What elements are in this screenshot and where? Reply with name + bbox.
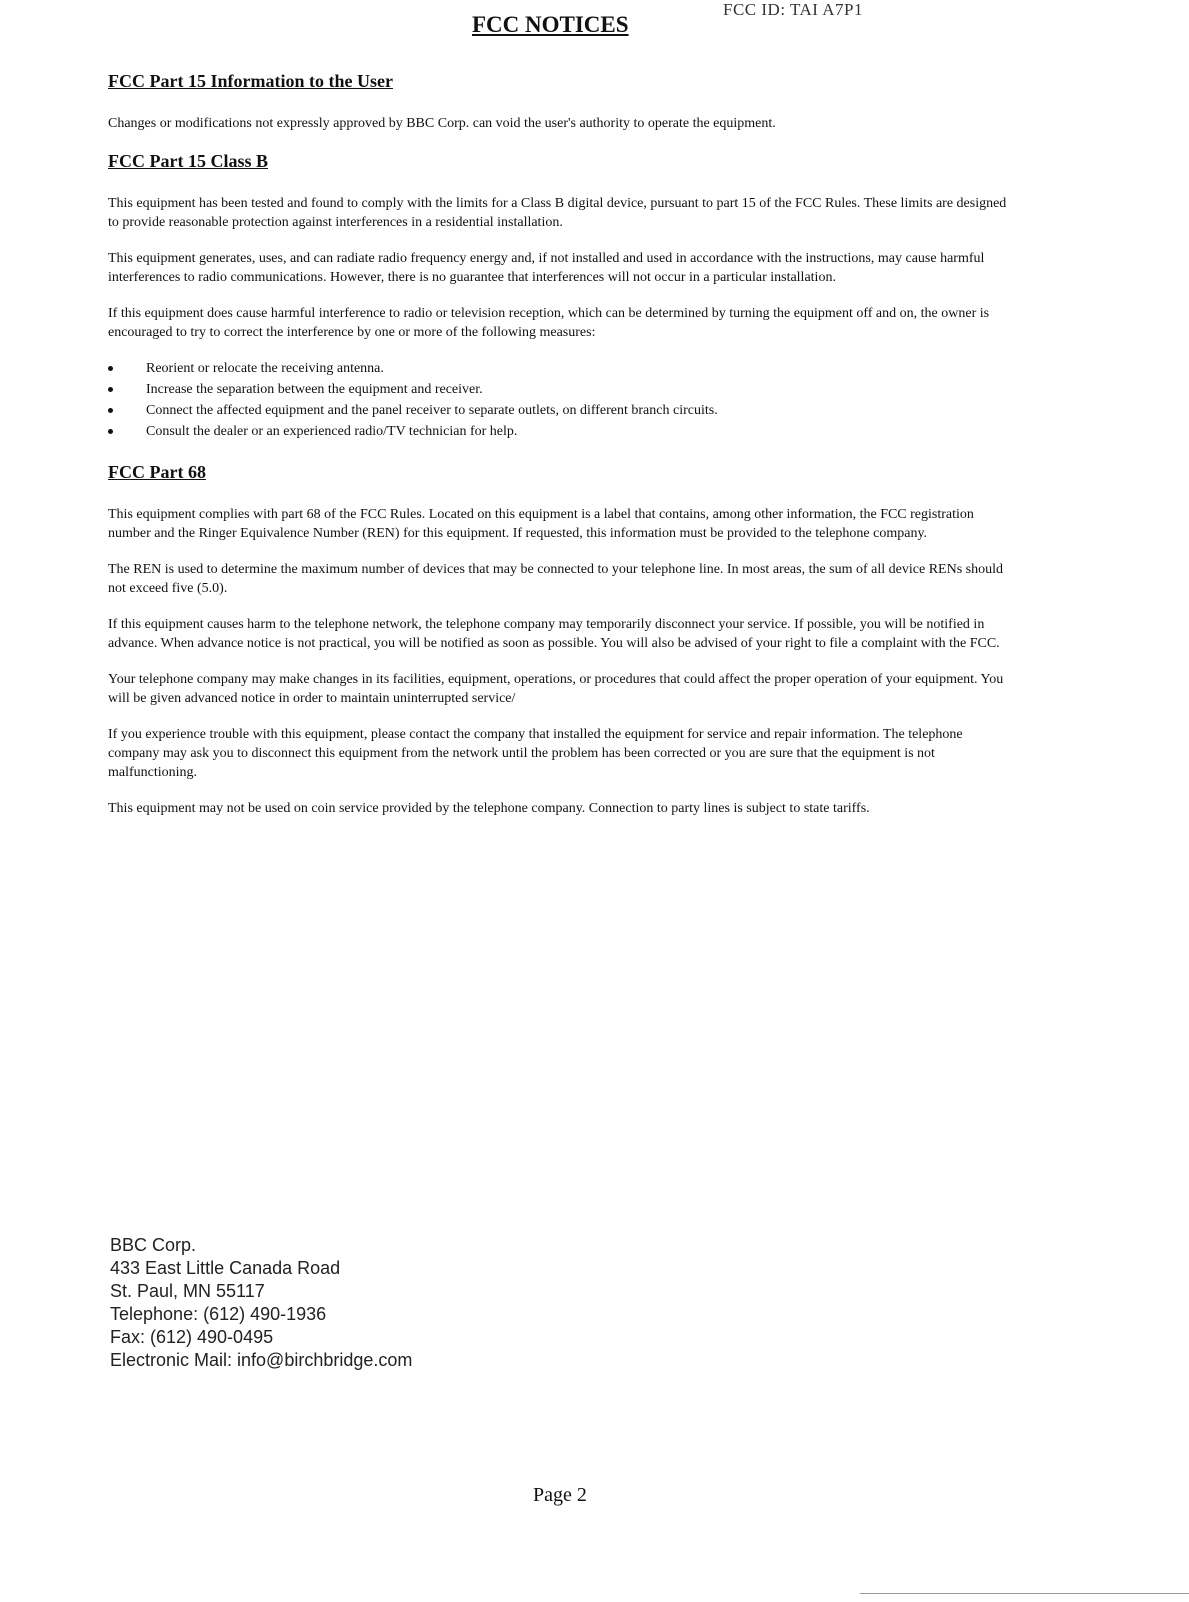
- scan-edge-line: [860, 1593, 1189, 1594]
- list-item: [108, 422, 1013, 441]
- bullet-icon: [108, 408, 113, 413]
- list-item: [108, 380, 1013, 399]
- fax: Fax: (612) 490-0495: [110, 1327, 274, 1347]
- paragraph: If this equipment does cause harmful interference to radio or television reception, which can be determined by turning the equipment off and on, the owner is encouraged to try to correct the interference by one or more of the following measures:: [108, 306, 990, 340]
- bullet-icon: [108, 366, 113, 371]
- list-item-text: Increase the separation between the equipment and receiver.: [146, 382, 483, 397]
- city-state-zip: St. Paul, MN 55117: [110, 1281, 265, 1301]
- paragraph: The REN is used to determine the maximum number of devices that may be connected to your telephone line. In most areas, the sum of all device RENs should not exceed five (5.0).: [108, 562, 1003, 596]
- page-number: Page 2: [533, 1484, 587, 1506]
- section-part15-info: [108, 70, 1013, 133]
- section-heading: FCC Part 15 Information to the User: [108, 71, 393, 91]
- paragraph: Changes or modifications not expressly approved by BBC Corp. can void the user's authority to operate the equipment.: [108, 116, 776, 131]
- paragraph: If you experience trouble with this equipment, please contact the company that installed the equipment for service and repair information. The telephone company may ask you to disconnect this equipment from the network until the problem has been corrected or you are sure that the equipment is not malfunctioning.: [108, 727, 963, 780]
- section-part68: [108, 461, 1013, 818]
- bullet-icon: [108, 429, 113, 434]
- paragraph: Your telephone company may make changes in its facilities, equipment, operations, or procedures that could affect the proper operation of your equipment. You will be given advanced notice in order to maintain uninterrupted service/: [108, 672, 1004, 706]
- section-part15-classb: [108, 150, 1013, 441]
- paragraph: This equipment may not be used on coin service provided by the telephone company. Connection to party lines is subject to state tariffs.: [108, 801, 870, 816]
- list-item-text: Consult the dealer or an experienced radio/TV technician for help.: [146, 424, 518, 439]
- section-heading: FCC Part 15 Class B: [108, 151, 268, 171]
- street-address: 433 East Little Canada Road: [110, 1258, 341, 1278]
- measures-list: [108, 359, 1013, 441]
- paragraph: This equipment complies with part 68 of the FCC Rules. Located on this equipment is a label that contains, among other information, the FCC registration number and the Ringer Equivalence Number (REN) for this equipment. If requested, this information must be provided to the telephone company.: [108, 507, 974, 541]
- company-address: [110, 1234, 412, 1372]
- list-item: [108, 359, 1013, 378]
- paragraph: If this equipment causes harm to the telephone network, the telephone company may temporarily disconnect your service. If possible, you will be notified in advance. When advance notice is not practical, you will be notified as soon as possible. You will also be advised of your right to file a complaint with the FCC.: [108, 617, 1000, 651]
- page-title: FCC NOTICES: [472, 12, 629, 37]
- list-item-text: Connect the affected equipment and the panel receiver to separate outlets, on different branch circuits.: [146, 403, 718, 418]
- email: Electronic Mail: info@birchbridge.com: [110, 1350, 413, 1370]
- company-name: BBC Corp.: [110, 1235, 197, 1255]
- section-heading: FCC Part 68: [108, 462, 206, 482]
- list-item: [108, 401, 1013, 420]
- bullet-icon: [108, 387, 113, 392]
- telephone: Telephone: (612) 490-1936: [110, 1304, 327, 1324]
- paragraph: This equipment has been tested and found to comply with the limits for a Class B digital device, pursuant to part 15 of the FCC Rules. These limits are designed to provide reasonable protection against interferences in a residential installation.: [108, 196, 1007, 230]
- paragraph: This equipment generates, uses, and can radiate radio frequency energy and, if not installed and used in accordance with the instructions, may cause harmful interferences to radio communications. However, there is no guarantee that interferences will not occur in a particular installation.: [108, 251, 985, 285]
- list-item-text: Reorient or relocate the receiving antenna.: [146, 361, 384, 376]
- notice-body: [108, 70, 1013, 835]
- fcc-id-label: FCC ID: TAI A7P1: [723, 0, 863, 19]
